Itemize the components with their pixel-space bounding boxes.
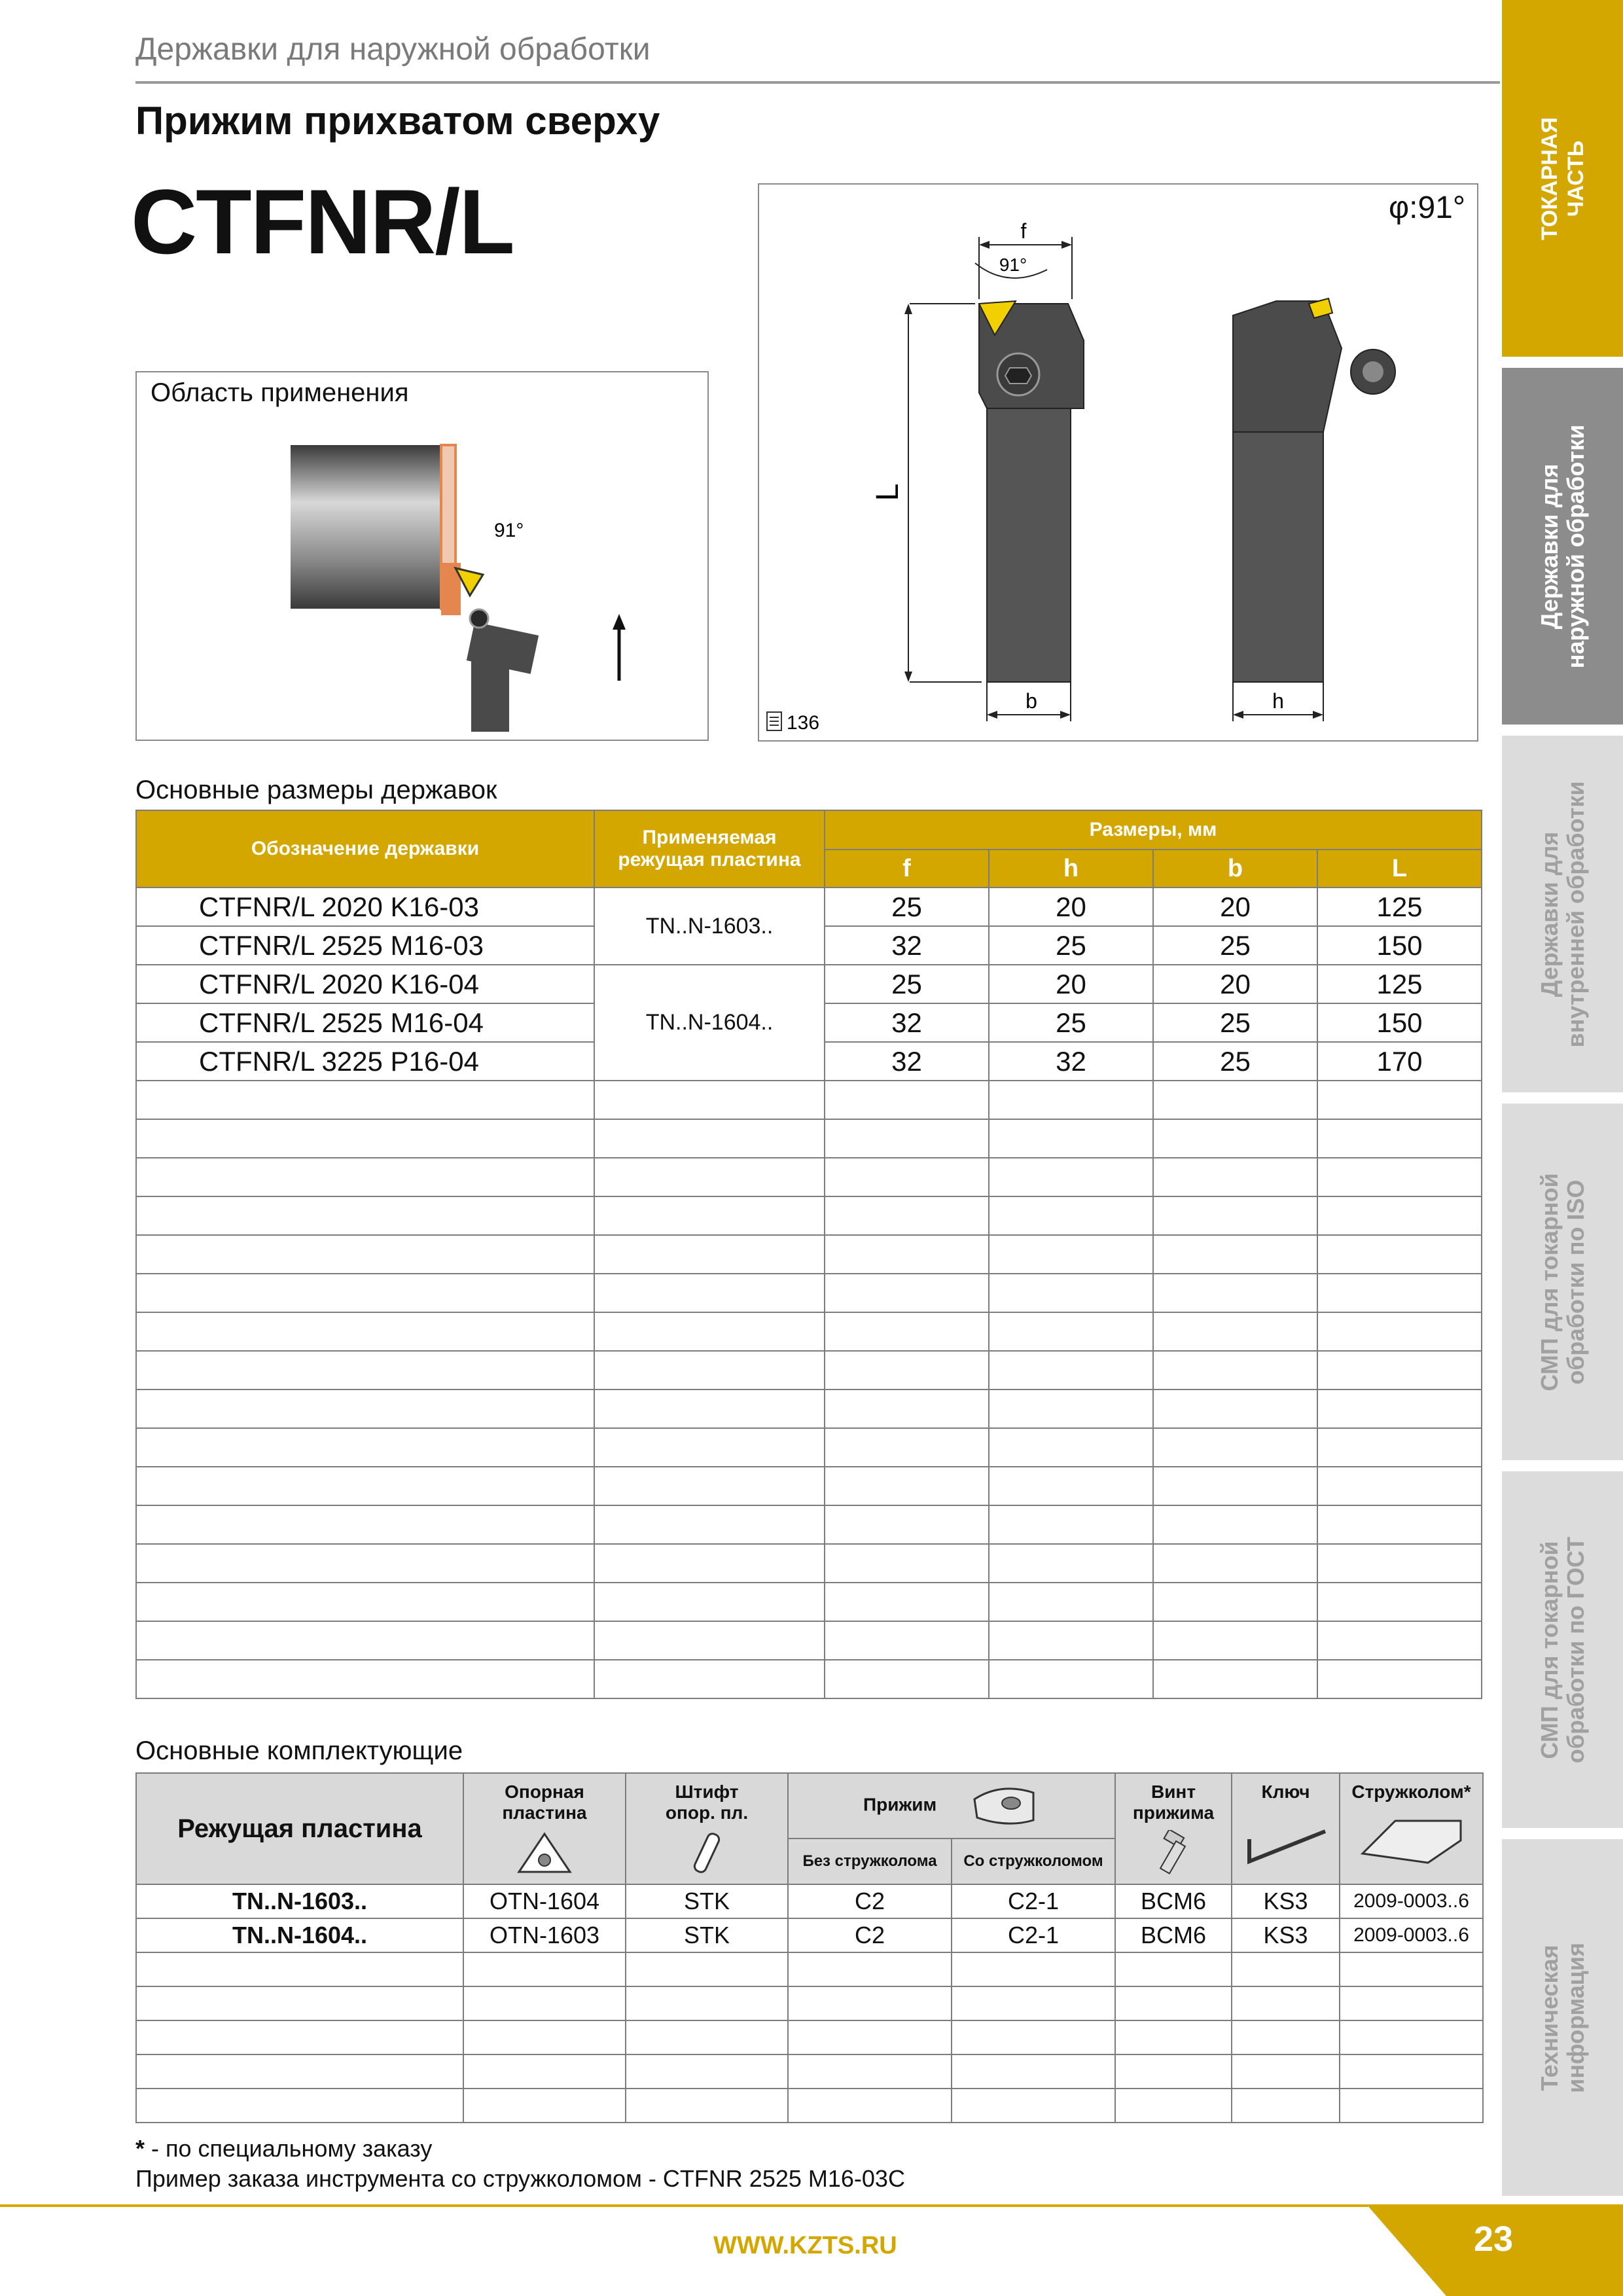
empty-cell xyxy=(594,1505,825,1544)
col-pin xyxy=(626,1773,788,1884)
empty-cell xyxy=(825,1621,989,1660)
cell-L: 125 xyxy=(1317,888,1482,926)
empty-cell xyxy=(1317,1428,1482,1467)
cell-pin: STK xyxy=(626,1884,788,1918)
section-title: Прижим прихватом сверху xyxy=(135,99,660,143)
col-chipbreaker-label: Стружколом* xyxy=(1351,1782,1471,1802)
empty-row xyxy=(136,1274,1482,1312)
empty-cell xyxy=(1232,1986,1340,2020)
empty-cell xyxy=(952,2089,1115,2123)
col-seat-line2: пластина xyxy=(502,1803,587,1823)
table-row xyxy=(136,1918,1483,1952)
empty-cell xyxy=(825,1544,989,1583)
empty-cell xyxy=(463,2054,626,2089)
side-tab-technical-info[interactable] xyxy=(1502,1839,1623,2196)
side-tab-inserts-gost[interactable] xyxy=(1502,1471,1623,1828)
empty-cell xyxy=(136,1952,463,1986)
col-clamp-label: Прижим xyxy=(863,1794,937,1815)
col-L: L xyxy=(1317,850,1482,888)
empty-cell xyxy=(1153,1274,1317,1312)
website-link[interactable]: WWW.KZTS.RU xyxy=(713,2232,897,2259)
empty-row xyxy=(136,1235,1482,1274)
holder-name: CTFNR/L 2020 K16-04 xyxy=(136,965,594,1003)
footnote-text: - по специальному заказу xyxy=(145,2135,433,2162)
empty-cell xyxy=(1153,1467,1317,1505)
cell-L: 125 xyxy=(1317,965,1482,1003)
empty-cell xyxy=(136,1544,594,1583)
empty-cell xyxy=(136,1986,463,2020)
hex-socket xyxy=(1005,368,1031,384)
empty-cell xyxy=(1317,1312,1482,1351)
col-clamp-chipbreaker: Со стружколомом xyxy=(952,1839,1115,1884)
footer-divider xyxy=(0,2204,1368,2207)
holder-name: CTFNR/L 2020 K16-03 xyxy=(136,888,594,926)
dim-angle-label: 91° xyxy=(999,255,1027,275)
order-example: Пример заказа инструмента со стружколомом - CTFNR 2525 M16-03C xyxy=(135,2165,905,2192)
cell-b: 25 xyxy=(1153,1003,1317,1042)
cell-L: 150 xyxy=(1317,926,1482,965)
empty-cell xyxy=(626,2089,788,2123)
empty-cell xyxy=(825,1158,989,1196)
empty-cell xyxy=(626,1952,788,1986)
empty-cell xyxy=(136,2089,463,2123)
empty-row xyxy=(136,1505,1482,1544)
empty-cell xyxy=(1153,1390,1317,1428)
empty-cell xyxy=(989,1351,1153,1390)
page-number: 23 xyxy=(1474,2219,1514,2259)
empty-cell xyxy=(463,1986,626,2020)
insert-group: TN..N-1603.. xyxy=(594,888,825,965)
empty-cell xyxy=(1153,1351,1317,1390)
empty-cell xyxy=(1317,1274,1482,1312)
empty-row xyxy=(136,1428,1482,1467)
empty-cell xyxy=(594,1660,825,1698)
empty-cell xyxy=(1153,1583,1317,1621)
empty-cell xyxy=(594,1351,825,1390)
dim-L-label: L xyxy=(870,483,905,501)
cell-f: 32 xyxy=(825,1003,989,1042)
cell-pin: STK xyxy=(626,1918,788,1952)
empty-cell xyxy=(989,1081,1153,1119)
cell-clamp: C2 xyxy=(788,1884,952,1918)
empty-cell xyxy=(825,1312,989,1351)
empty-row xyxy=(136,1544,1482,1583)
empty-rows xyxy=(136,1952,1483,2123)
empty-cell xyxy=(989,1390,1153,1428)
col-insert xyxy=(594,810,825,888)
empty-row xyxy=(136,2054,1483,2089)
empty-cell xyxy=(594,1583,825,1621)
empty-cell xyxy=(136,1660,594,1698)
empty-cell xyxy=(594,1467,825,1505)
empty-row xyxy=(136,1621,1482,1660)
side-tab-label: СМП для токарной обработки по ISO xyxy=(1535,1172,1589,1391)
col-pin-line2: опор. пл. xyxy=(665,1803,749,1823)
empty-cell xyxy=(989,1660,1153,1698)
empty-cell xyxy=(1317,1390,1482,1428)
empty-cell xyxy=(989,1312,1153,1351)
empty-cell xyxy=(825,1467,989,1505)
cell-b: 25 xyxy=(1153,926,1317,965)
empty-cell xyxy=(1153,1660,1317,1698)
cell-f: 25 xyxy=(825,888,989,926)
empty-cell xyxy=(989,1621,1153,1660)
empty-row xyxy=(136,1952,1483,1986)
side-tab-turning[interactable] xyxy=(1502,0,1623,357)
application-angle-label: 91° xyxy=(494,520,524,541)
empty-cell xyxy=(1340,1986,1483,2020)
parts-table-caption: Основные комплектующие xyxy=(135,1736,463,1765)
empty-cell xyxy=(989,1196,1153,1235)
empty-cell xyxy=(1340,2089,1483,2123)
empty-cell xyxy=(136,1274,594,1312)
empty-cell xyxy=(788,1986,952,2020)
empty-cell xyxy=(1317,1660,1482,1698)
pin-icon xyxy=(677,1830,736,1876)
approach-angle-label: φ:91° xyxy=(1389,190,1466,225)
special-order-note xyxy=(135,2135,432,2162)
empty-cell xyxy=(1115,2020,1232,2054)
application-area-label: Область применения xyxy=(151,378,409,407)
col-key xyxy=(1232,1773,1340,1884)
dims-table-caption: Основные размеры державок xyxy=(135,776,497,804)
empty-row xyxy=(136,1119,1482,1158)
col-clamp xyxy=(788,1773,1115,1839)
empty-cell xyxy=(463,2020,626,2054)
side-tab-label: ТОКАРНАЯ ЧАСТЬ xyxy=(1537,117,1588,240)
empty-cell xyxy=(1317,1119,1482,1158)
col-dimensions: Размеры, мм xyxy=(825,810,1482,850)
application-illustration xyxy=(249,419,641,733)
empty-cell xyxy=(1340,2054,1483,2089)
empty-cell xyxy=(952,1986,1115,2020)
cell-insert: TN..N-1603.. xyxy=(136,1884,463,1918)
header-divider xyxy=(135,81,1500,84)
empty-cell xyxy=(594,1390,825,1428)
empty-cell xyxy=(1153,1312,1317,1351)
empty-cell xyxy=(825,1390,989,1428)
col-cutting-insert: Режущая пластина xyxy=(136,1773,463,1884)
empty-row xyxy=(136,2089,1483,2123)
empty-cell xyxy=(952,2020,1115,2054)
empty-cell xyxy=(136,1621,594,1660)
empty-cell xyxy=(594,1544,825,1583)
empty-row xyxy=(136,1158,1482,1196)
dim-h-label: h xyxy=(1272,689,1284,713)
empty-cell xyxy=(594,1119,825,1158)
side-tab-label: СМП для токарной обработки по ГОСТ xyxy=(1535,1536,1589,1763)
holder-name: CTFNR/L 2525 M16-04 xyxy=(136,1003,594,1042)
empty-cell xyxy=(825,1583,989,1621)
empty-cell xyxy=(1153,1119,1317,1158)
dims-table xyxy=(135,810,1482,1699)
empty-cell xyxy=(1232,2020,1340,2054)
empty-cell xyxy=(1153,1428,1317,1467)
cell-clamp-cb: C2-1 xyxy=(952,1884,1115,1918)
cell-L: 170 xyxy=(1317,1042,1482,1081)
col-screw-line2: прижима xyxy=(1132,1803,1215,1823)
empty-cell xyxy=(1340,1952,1483,1986)
parts-table xyxy=(135,1772,1484,2123)
page-category-header: Державки для наружной обработки xyxy=(135,32,651,67)
col-screw xyxy=(1115,1773,1232,1884)
empty-cell xyxy=(136,1158,594,1196)
cell-key: KS3 xyxy=(1232,1884,1340,1918)
empty-cell xyxy=(1115,2089,1232,2123)
cell-h: 20 xyxy=(989,888,1153,926)
empty-cell xyxy=(136,1312,594,1351)
hex-key-icon xyxy=(1240,1809,1332,1868)
cell-L: 150 xyxy=(1317,1003,1482,1042)
empty-cell xyxy=(136,1235,594,1274)
empty-cell xyxy=(952,2054,1115,2089)
empty-cell xyxy=(1153,1505,1317,1544)
cell-screw: BCM6 xyxy=(1115,1918,1232,1952)
empty-cell xyxy=(788,2089,952,2123)
empty-cell xyxy=(136,1390,594,1428)
col-pin-line1: Штифт xyxy=(675,1782,739,1802)
holder-name: CTFNR/L 2525 M16-03 xyxy=(136,926,594,965)
cell-clamp-cb: C2-1 xyxy=(952,1918,1115,1952)
empty-cell xyxy=(594,1081,825,1119)
cell-chipbreaker: 2009-0003..6 xyxy=(1340,1918,1483,1952)
side-tab-internal-holders[interactable] xyxy=(1502,736,1623,1092)
col-seat-line1: Опорная xyxy=(505,1782,584,1802)
empty-cell xyxy=(136,2020,463,2054)
empty-cell xyxy=(1317,1621,1482,1660)
empty-row xyxy=(136,1986,1483,2020)
empty-cell xyxy=(1317,1235,1482,1274)
empty-cell xyxy=(594,1274,825,1312)
cell-clamp: C2 xyxy=(788,1918,952,1952)
cell-h: 25 xyxy=(989,926,1153,965)
cell-seat: OTN-1604 xyxy=(463,1884,626,1918)
empty-cell xyxy=(136,2054,463,2089)
empty-cell xyxy=(1153,1235,1317,1274)
empty-cell xyxy=(989,1119,1153,1158)
col-insert-line2: режущая пластина xyxy=(618,849,801,870)
empty-cell xyxy=(825,1351,989,1390)
col-designation: Обозначение державки xyxy=(136,810,594,888)
empty-cell xyxy=(594,1196,825,1235)
empty-cell xyxy=(594,1312,825,1351)
empty-cell xyxy=(952,1952,1115,1986)
empty-cell xyxy=(989,1505,1153,1544)
empty-cell xyxy=(825,1196,989,1235)
col-insert-line1: Применяемая xyxy=(642,827,777,848)
table-row xyxy=(136,888,1482,926)
holder-name: CTFNR/L 3225 P16-04 xyxy=(136,1042,594,1081)
screw-icon xyxy=(1147,1830,1200,1876)
side-tab-external-holders[interactable] xyxy=(1502,368,1623,725)
empty-cell xyxy=(825,1274,989,1312)
cell-b: 25 xyxy=(1153,1042,1317,1081)
empty-cell xyxy=(989,1158,1153,1196)
empty-cell xyxy=(825,1119,989,1158)
col-seat xyxy=(463,1773,626,1884)
empty-cell xyxy=(989,1544,1153,1583)
col-clamp-no-chipbreaker: Без стружколома xyxy=(788,1839,952,1884)
empty-cell xyxy=(1317,1544,1482,1583)
empty-cell xyxy=(594,1428,825,1467)
table-row xyxy=(136,1884,1483,1918)
cell-chipbreaker: 2009-0003..6 xyxy=(1340,1884,1483,1918)
empty-cell xyxy=(1317,1158,1482,1196)
empty-cell xyxy=(594,1235,825,1274)
side-view-head xyxy=(1233,301,1342,432)
side-tab-label: Державки для внутренней обработки xyxy=(1535,781,1589,1047)
empty-cell xyxy=(136,1081,594,1119)
empty-cell xyxy=(788,1952,952,1986)
cell-b: 20 xyxy=(1153,888,1317,926)
empty-cell xyxy=(136,1119,594,1158)
empty-cell xyxy=(1153,1621,1317,1660)
empty-row xyxy=(136,1660,1482,1698)
cell-f: 25 xyxy=(825,965,989,1003)
empty-row xyxy=(136,2020,1483,2054)
col-screw-line1: Винт xyxy=(1150,1782,1196,1802)
empty-cell xyxy=(1317,1351,1482,1390)
empty-cell xyxy=(1340,2020,1483,2054)
cell-h: 32 xyxy=(989,1042,1153,1081)
tool-drawing xyxy=(759,185,1477,740)
col-chipbreaker xyxy=(1340,1773,1483,1884)
empty-row xyxy=(136,1583,1482,1621)
model-title: CTFNR/L xyxy=(131,170,514,273)
empty-cell xyxy=(1115,1952,1232,1986)
empty-cell xyxy=(626,2054,788,2089)
empty-cell xyxy=(825,1235,989,1274)
col-key-label: Ключ xyxy=(1261,1782,1310,1802)
cell-screw: BCM6 xyxy=(1115,1884,1232,1918)
empty-cell xyxy=(1317,1505,1482,1544)
side-tab-label: Державки для наружной обработки xyxy=(1535,424,1589,668)
empty-row xyxy=(136,1390,1482,1428)
cell-f: 32 xyxy=(825,926,989,965)
cell-h: 25 xyxy=(989,1003,1153,1042)
empty-cell xyxy=(825,1428,989,1467)
cell-f: 32 xyxy=(825,1042,989,1081)
empty-cell xyxy=(1232,2054,1340,2089)
dim-b-label: b xyxy=(1026,689,1037,713)
front-view-shank xyxy=(987,408,1071,682)
side-tab-inserts-iso[interactable] xyxy=(1502,1103,1623,1460)
chipbreaker-icon xyxy=(1356,1814,1467,1867)
empty-row xyxy=(136,1467,1482,1505)
empty-cell xyxy=(136,1467,594,1505)
cell-insert: TN..N-1604.. xyxy=(136,1918,463,1952)
empty-cell xyxy=(989,1583,1153,1621)
empty-cell xyxy=(1317,1196,1482,1235)
empty-cell xyxy=(989,1235,1153,1274)
empty-cell xyxy=(1153,1081,1317,1119)
empty-cell xyxy=(1317,1467,1482,1505)
cell-seat: OTN-1603 xyxy=(463,1918,626,1952)
empty-cell xyxy=(1153,1196,1317,1235)
empty-cell xyxy=(788,2054,952,2089)
side-clamp-center xyxy=(1363,361,1383,382)
col-h: h xyxy=(989,850,1153,888)
empty-cell xyxy=(989,1467,1153,1505)
empty-row xyxy=(136,1081,1482,1119)
seat-plate-icon xyxy=(515,1830,574,1876)
empty-cell xyxy=(463,1952,626,1986)
workpiece-cylinder xyxy=(291,445,441,609)
empty-cell xyxy=(1317,1081,1482,1119)
clamp-screw xyxy=(470,609,488,628)
empty-cell xyxy=(788,2020,952,2054)
cell-key: KS3 xyxy=(1232,1918,1340,1952)
empty-cell xyxy=(1153,1544,1317,1583)
empty-row xyxy=(136,1312,1482,1351)
empty-cell xyxy=(626,1986,788,2020)
clamp-icon xyxy=(968,1780,1040,1832)
empty-row xyxy=(136,1351,1482,1390)
footnote-star: * xyxy=(135,2135,145,2162)
feed-arrow-head xyxy=(613,614,626,630)
dim-f-label: f xyxy=(1020,219,1027,243)
empty-cell xyxy=(1232,2089,1340,2123)
insert-group: TN..N-1604.. xyxy=(594,965,825,1081)
tool-shank xyxy=(471,648,509,732)
empty-cell xyxy=(136,1505,594,1544)
col-f: f xyxy=(825,850,989,888)
page-reference: 136 xyxy=(787,712,820,734)
empty-cell xyxy=(1317,1583,1482,1621)
empty-rows xyxy=(136,1081,1482,1698)
empty-cell xyxy=(136,1196,594,1235)
empty-cell xyxy=(1232,1952,1340,1986)
empty-cell xyxy=(825,1505,989,1544)
empty-cell xyxy=(1115,1986,1232,2020)
empty-cell xyxy=(1115,2054,1232,2089)
cell-h: 20 xyxy=(989,965,1153,1003)
empty-cell xyxy=(825,1660,989,1698)
side-tab-label: Техническая информация xyxy=(1535,1942,1589,2093)
empty-cell xyxy=(136,1351,594,1390)
empty-row xyxy=(136,1196,1482,1235)
empty-cell xyxy=(594,1621,825,1660)
empty-cell xyxy=(594,1158,825,1196)
table-row xyxy=(136,965,1482,1003)
empty-cell xyxy=(463,2089,626,2123)
empty-cell xyxy=(989,1274,1153,1312)
empty-cell xyxy=(989,1428,1153,1467)
cell-b: 20 xyxy=(1153,965,1317,1003)
empty-cell xyxy=(1153,1158,1317,1196)
empty-cell xyxy=(136,1428,594,1467)
col-b: b xyxy=(1153,850,1317,888)
empty-cell xyxy=(626,2020,788,2054)
empty-cell xyxy=(136,1583,594,1621)
empty-cell xyxy=(825,1081,989,1119)
